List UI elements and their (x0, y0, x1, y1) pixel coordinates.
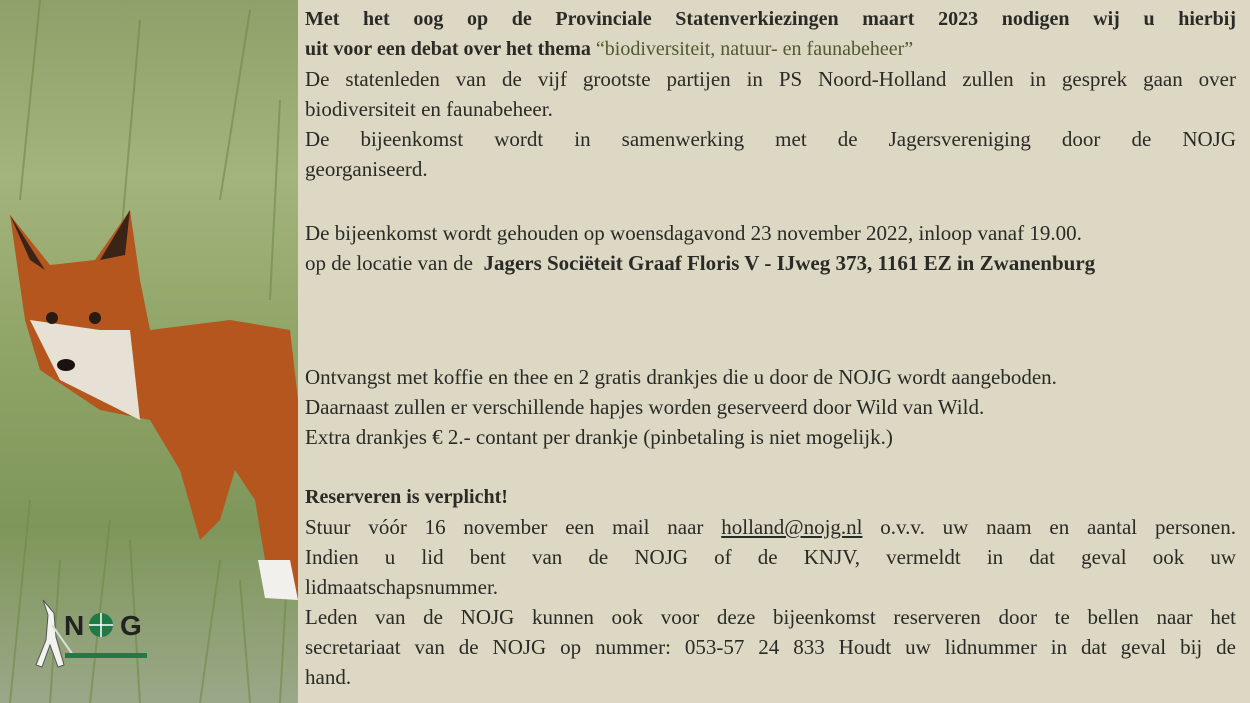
reservation-heading: Reserveren is verplicht! (305, 486, 508, 508)
p1-line-1: De statenleden van de vijf grootste partijen in PS Noord-Holland zullen in gesprek gaan over (305, 67, 1236, 91)
p4-line-1: Ontvangst met koffie en thee en 2 gratis drankjes die u door de NOJG wordt aangeboden. (305, 365, 1057, 389)
p5-line-3: lidmaatschapsnummer. (305, 575, 499, 599)
svg-text:N: N (64, 610, 85, 641)
p5-line-5: secretariaat van de NOJG op nummer: 053-57 24 833 Houdt uw lidnummer in dat geval bij de (305, 635, 1236, 659)
intro-line-2-text: uit voor een debat over het thema (305, 38, 591, 60)
intro-line-1: Met het oog op de Provinciale Statenverkiezingen maart 2023 nodigen wij u hierbij (305, 8, 1236, 30)
p1-line-2: biodiversiteit en faunabeheer. (305, 97, 553, 121)
p5-line-6: hand. (305, 665, 352, 689)
invitation-text (305, 4, 1236, 692)
p4-line-2: Daarnaast zullen er verschillende hapjes worden geserveerd door Wild van Wild. (305, 395, 985, 419)
svg-text:G: G (120, 610, 142, 641)
p5-line-4: Leden van de NOJG kunnen ook voor deze bijeenkomst reserveren door te bellen naar het (305, 605, 1236, 629)
nojg-logo (28, 595, 153, 675)
debate-theme: “biodiversiteit, natuur- en faunabeheer” (595, 38, 914, 60)
p3-line-2 (305, 248, 1236, 278)
p3-line-2-text: op de locatie van de (305, 251, 473, 275)
fox-photo (0, 0, 298, 703)
event-location: Jagers Sociëteit Graaf Floris V - IJweg 373, 1161 EZ in Zwanenburg (483, 251, 1096, 275)
p5-line-1-end: o.v.v. uw naam en aantal personen. (880, 515, 1237, 539)
p4-line-3: Extra drankjes € 2.- contant per drankje (pinbetaling is niet mogelijk.) (305, 425, 893, 449)
email-link[interactable]: holland@nojg.nl (721, 515, 863, 539)
p5-line-2: Indien u lid bent van de NOJG of de KNJV, vermeldt in dat geval ook uw (305, 545, 1236, 569)
p2-line-1: De bijeenkomst wordt in samenwerking met de Jagersvereniging door de NOJG (305, 127, 1236, 151)
p5-line-1 (305, 512, 1236, 542)
p2-line-2: georganiseerd. (305, 157, 428, 181)
intro-line-2 (305, 34, 1236, 64)
p5-line-1-text: Stuur vóór 16 november een mail naar (305, 515, 704, 539)
p3-line-1: De bijeenkomst wordt gehouden op woensdagavond 23 november 2022, inloop vanaf 19.00. (305, 221, 1082, 245)
